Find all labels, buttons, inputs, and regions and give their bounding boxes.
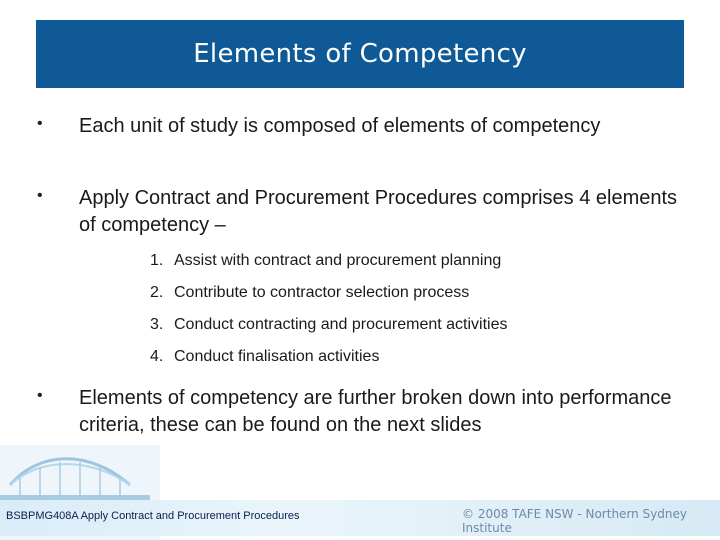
list-item-text: Contribute to contractor selection process [174, 284, 470, 301]
bullet-text: Elements of competency are further broken down into performance criteria, these can be found on the next slides [79, 387, 672, 436]
bullet-text: Apply Contract and Procurement Procedures comprises 4 elements of competency – [79, 187, 678, 236]
list-item [150, 282, 670, 304]
list-item [150, 346, 670, 368]
list-item-text: Conduct contracting and procurement activities [174, 316, 508, 333]
list-number: 1. [150, 252, 164, 269]
list-number: 4. [150, 348, 164, 365]
list-item-text: Assist with contract and procurement planning [174, 252, 502, 269]
list-item [150, 314, 670, 336]
list-number: 2. [150, 284, 164, 301]
footer-course-code: BSBPMG408A Apply Contract and Procurement Procedures [6, 510, 300, 522]
bullet-marker: • [37, 187, 43, 204]
list-item-text: Conduct finalisation activities [174, 348, 380, 365]
footer-copyright: © 2008 TAFE NSW - Northern Sydney Institute [462, 507, 688, 535]
bullet-marker: • [37, 387, 43, 404]
bullet-marker: • [37, 115, 43, 132]
title-bar [36, 20, 684, 88]
list-item [150, 250, 670, 272]
list-number: 3. [150, 316, 164, 333]
bullet-text: Each unit of study is composed of elements of competency [79, 115, 601, 137]
slide-title: Elements of Competency [193, 39, 527, 69]
